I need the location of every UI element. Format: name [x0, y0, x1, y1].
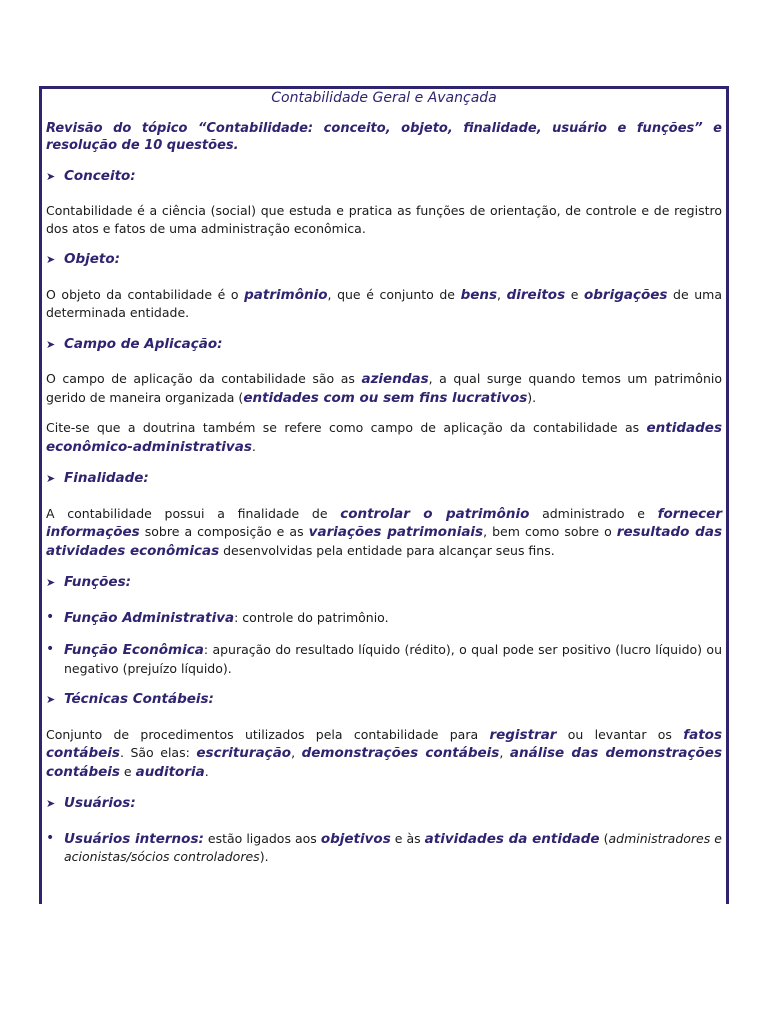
revision-note: Revisão do tópico “Contabilidade: conceito, objeto, finalidade, usuário e funções” e resolução de 10 questões. — [46, 120, 722, 153]
paragraph-conceito: Contabilidade é a ciência (social) que estuda e pratica as funções de orientação, de controle e de registro dos atos e fatos de uma administração econômica. — [46, 203, 722, 236]
list-item-usuarios-internos: • Usuários internos: estão ligados aos objetivos e às atividades da entidade (administradores e acionistas/sócios controladores). — [46, 829, 722, 864]
section-heading-conceito: ➤ Conceito: — [46, 167, 136, 184]
list-item-funcao-economica: • Função Econômica: apuração do resultado líquido (rédito), o qual pode ser positivo (lucro líquido) ou negativo (prejuízo líquido). — [46, 641, 722, 676]
list-item-funcao-administrativa: • Função Administrativa: controle do patrimônio. — [46, 608, 389, 626]
dot-bullet-icon: • — [46, 641, 55, 657]
section-heading-usuarios: ➤ Usuários: — [46, 795, 136, 811]
paragraph-objeto: O objeto da contabilidade é o patrimônio, que é conjunto de bens, direitos e obrigações de uma determinada entidade. — [46, 286, 722, 320]
paragraph-tecnicas: Conjunto de procedimentos utilizados pela contabilidade para registrar ou levantar os fatos contábeis. São elas: escrituração, demonstrações contábeis, análise das demonstrações contábeis e auditoria. — [46, 726, 723, 780]
arrow-bullet-icon: ➤ — [46, 797, 56, 810]
paragraph-campo-1: O campo de aplicação da contabilidade são as aziendas, a qual surge quando temos um patrimônio gerido de maneira organizada (entidades com ou sem fins lucrativos). — [46, 371, 722, 406]
arrow-bullet-icon: ➤ — [46, 253, 56, 266]
section-heading-campo-aplicacao: ➤ Campo de Aplicação: — [46, 335, 223, 352]
arrow-bullet-icon: ➤ — [46, 169, 56, 183]
paragraph-finalidade: A contabilidade possui a finalidade de controlar o patrimônio administrado e fornecer informações sobre a composição e as variações patrimoniais, bem como sobre o resultado das atividades econômicas desenvolvidas pela entidade para alcançar seus fins. — [46, 505, 722, 559]
paragraph-campo-2: Cite-se que a doutrina também se refere como campo de aplicação da contabilidade as entidades econômico-administrativas. — [46, 420, 722, 455]
section-heading-funcoes: ➤ Funções: — [46, 574, 132, 590]
dot-bullet-icon: • — [46, 608, 55, 625]
dot-bullet-icon: • — [46, 829, 55, 846]
section-heading-finalidade: ➤ Finalidade: — [46, 470, 149, 486]
arrow-bullet-icon: ➤ — [46, 337, 56, 351]
page-title: Contabilidade Geral e Avançada — [271, 90, 497, 106]
arrow-bullet-icon: ➤ — [46, 693, 56, 706]
document-body — [46, 90, 722, 880]
section-heading-tecnicas: ➤ Técnicas Contábeis: — [46, 691, 214, 707]
section-heading-objeto: ➤ Objeto: — [46, 251, 121, 267]
arrow-bullet-icon: ➤ — [46, 576, 56, 589]
arrow-bullet-icon: ➤ — [46, 472, 56, 485]
